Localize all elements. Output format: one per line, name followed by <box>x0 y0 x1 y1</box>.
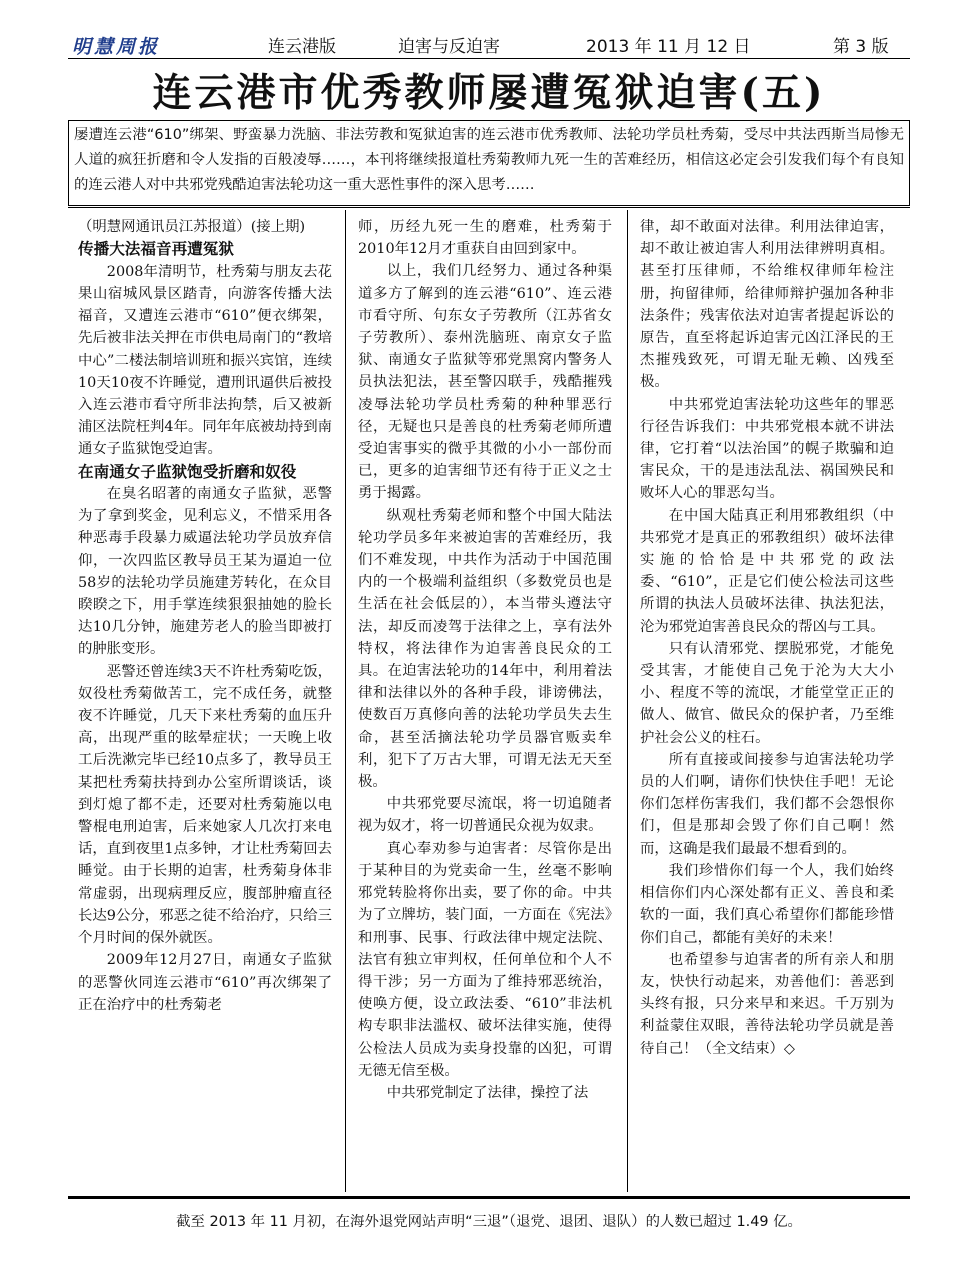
article-column-3 <box>640 216 894 1060</box>
article-paragraph: 中共邪党制定了法律，操控了法 <box>386 1084 589 1101</box>
section-label: 迫害与反迫害 <box>398 37 500 57</box>
footer-rule <box>68 1196 910 1199</box>
article-paragraph: 也希望参与迫害者的所有亲人和朋友，快快行动起来，劝善他们：善恶到头终有报，只分来早和来迟。千万别为利益蒙住双眼，善待法轮功学员就是善待自己！（全文结束）◇ <box>640 951 894 1057</box>
article-paragraph: 2008年清明节，杜秀菊与朋友去花果山宿城风景区踏青，向游客传播大法福音，又遭连云港市“610”便衣绑架，先后被非法关押在市供电局南门的“教培中心”二楼法制培训班和振兴宾馆，连续10天10夜不许睡觉，遭刑讯逼供后被投入连云港市看守所非法拘禁，后又被新浦区法院枉判4年。同年年底被劫持到南通女子监狱饱受迫害。 <box>78 263 332 458</box>
article-column-1 <box>78 216 332 1016</box>
article-paragraph: 师，历经九死一生的磨难，杜秀菊于2010年12月才重获自由回到家中。 <box>358 219 612 258</box>
column-divider <box>627 210 628 1192</box>
article-column-2 <box>358 216 612 1104</box>
footer-notice: 截至 2013 年 11 月初，在海外退党网站声明“三退”（退党、退团、退队）的人数已超过 1.49 亿。 <box>176 1214 802 1230</box>
edition-label: 连云港版 <box>268 37 336 57</box>
article-paragraph: 我们珍惜你们每一个人，我们始终相信你们内心深处都有正义、善良和柔软的一面，我们真心希望你们都能珍惜你们自己，都能有美好的未来！ <box>640 862 894 946</box>
article-paragraph: 在中国大陆真正利用邪教组织（中共邪党才是真正的邪教组织）破坏法律实施的恰恰是中共邪党的政法委、“610”，正是它们使公检法司这些所谓的执法人员破坏法律、执法犯法，沦为邪党迫害善良民众的帮凶与工具。 <box>640 507 894 635</box>
article-paragraph: 在臭名昭著的南通女子监狱，恶警为了拿到奖金，见利忘义，不惜采用各种恶毒手段暴力威逼法轮功学员放弃信仰，一次四监区教导员王某为逼迫一位58岁的法轮功学员施建芳转化，在众目睽睽之下，用手掌连续狠狠抽她的脸长达10几分钟，施建芳老人的脸当即被打的肿胀变形。 <box>78 486 332 658</box>
article-paragraph: 律，却不敢面对法律。利用法律迫害，却不敢让被迫害人利用法律辨明真相。甚至打压律师，不给维权律师年检注册，拘留律师，给律师辩护强加各种非法条件；残害依法对迫害者提起诉讼的原告，直至将起诉迫害元凶江泽民的王杰摧残致死，可谓无耻无赖、凶残至极。 <box>640 219 894 391</box>
section-heading: 传播大法福音再遭冤狱 <box>78 240 234 259</box>
masthead-rule <box>68 58 910 59</box>
masthead <box>68 32 910 58</box>
article-paragraph: 中共邪党要尽流氓，将一切追随者视为奴才，将一切普通民众视为奴隶。 <box>358 796 612 835</box>
article-paragraph: 2009年12月27日，南通女子监狱的恶警伙同连云港市“610”再次绑架了正在治疗中的杜秀菊老 <box>78 952 332 1013</box>
article-paragraph: 只有认清邪党、摆脱邪党，才能免受其害，才能使自己免于沦为大大小小、程度不等的流氓，才能堂堂正正的做人、做官、做民众的保护者，乃至维护社会公义的柱石。 <box>640 640 894 746</box>
issue-date: 2013 年 11 月 12 日 <box>586 37 751 57</box>
article-paragraph: （明慧网通讯员江苏报道）(接上期) <box>78 219 306 235</box>
article-paragraph: 恶警还曾连续3天不许杜秀菊吃饭，奴役杜秀菊做苦工，完不成任务，就整夜不许睡觉，几天下来杜秀菊的血压升高，出现严重的眩晕症状；一天晚上收工后洗漱完毕已经10点多了，教导员王某把杜秀菊扶持到办公室所谓谈话，谈到灯熄了都不走，还要对杜秀菊施以电警棍电刑迫害，后来她家人几次打来电话，直到夜里1点多钟，才让杜秀菊回去睡觉。由于长期的迫害，杜秀菊身体非常虚弱，出现病理反应，腹部肿瘤直径长达9公分，邪恶之徒不给治疗，只给三个月时间的保外就医。 <box>78 663 332 947</box>
article-paragraph: 中共邪党迫害法轮功这些年的罪恶行径告诉我们：中共邪党根本就不讲法律，它打着“以法治国”的幌子欺骗和迫害民众，干的是违法乱法、祸国殃民和败坏人心的罪恶勾当。 <box>640 396 894 502</box>
column-divider <box>345 210 346 1192</box>
article-paragraph: 真心奉劝参与迫害者：尽管你是出于某种目的为党卖命一生，丝毫不影响邪党转脸将你出卖，要了你的命。中共为了立牌坊，装门面，一方面在《宪法》和刑事、民事、行政法律中规定法院、法官有独立审判权，任何单位和个人不得干涉；另一方面为了维持邪恶统治，使唤方便，设立政法委、“610”非法机构专职非法滥权、破坏法律实施，使得公检法人员成为卖身投靠的凶犯，可谓无德无信至极。 <box>358 840 612 1079</box>
article-headline: 连云港市优秀教师屡遭冤狱迫害(五) <box>152 70 826 116</box>
lead-box: 屡遭连云港“610”绑架、野蛮暴力洗脑、非法劳教和冤狱迫害的连云港市优秀教师、法轮功学员杜秀菊，受尽中共法西斯当局惨无人道的疯狂折磨和令人发指的百般凌辱……，本刊将继续报道杜秀菊教师九死一生的苦难经历，相信这必定会引发我们每个有良知的连云港人对中共邪党残酷迫害法轮功这一重大恶性事件的深入思考…… <box>68 120 910 206</box>
page-number: 第 3 版 <box>833 37 889 57</box>
section-heading: 在南通女子监狱饱受折磨和奴役 <box>78 462 297 481</box>
article-paragraph: 纵观杜秀菊老师和整个中国大陆法轮功学员多年来被迫害的苦难经历，我们不难发现，中共作为活动于中国范围内的一个极端利益组织（多数党员也是生活在社会低层的），本当带头遵法守法，却反而凌驾于法律之上，享有法外特权，将法律作为迫害善良民众的工具。在迫害法轮功的14年中，利用着法律和法律以外的各种手段，诽谤佛法，使数百万真修向善的法轮功学员失去生命，甚至活摘法轮功学员器官贩卖牟利，犯下了万古大罪，可谓无法无天至极。 <box>358 507 612 791</box>
publication-logo: 明慧周报 <box>72 36 161 58</box>
article-paragraph: 以上，我们几经努力、通过各种渠道多方了解到的连云港“610”、连云港市看守所、句东女子劳教所（江苏省女子劳教所）、泰州洗脑班、南京女子监狱、南通女子监狱等邪党黑窝内警务人员执法犯法，甚至警囚联手，残酷摧残凌辱法轮功学员杜秀菊的种种罪恶行径，无疑也只是善良的杜秀菊老师所遭受迫害事实的微乎其微的小小一部份而已，更多的迫害细节还有待于正义之士勇于揭露。 <box>358 263 612 502</box>
lead-rule <box>68 207 910 208</box>
article-paragraph: 所有直接或间接参与迫害法轮功学员的人们啊，请你们快快住手吧！无论你们怎样伤害我们，我们都不会怨恨你们，但是那却会毁了你们自己啊！然而，这确是我们最最不想看到的。 <box>640 751 894 857</box>
